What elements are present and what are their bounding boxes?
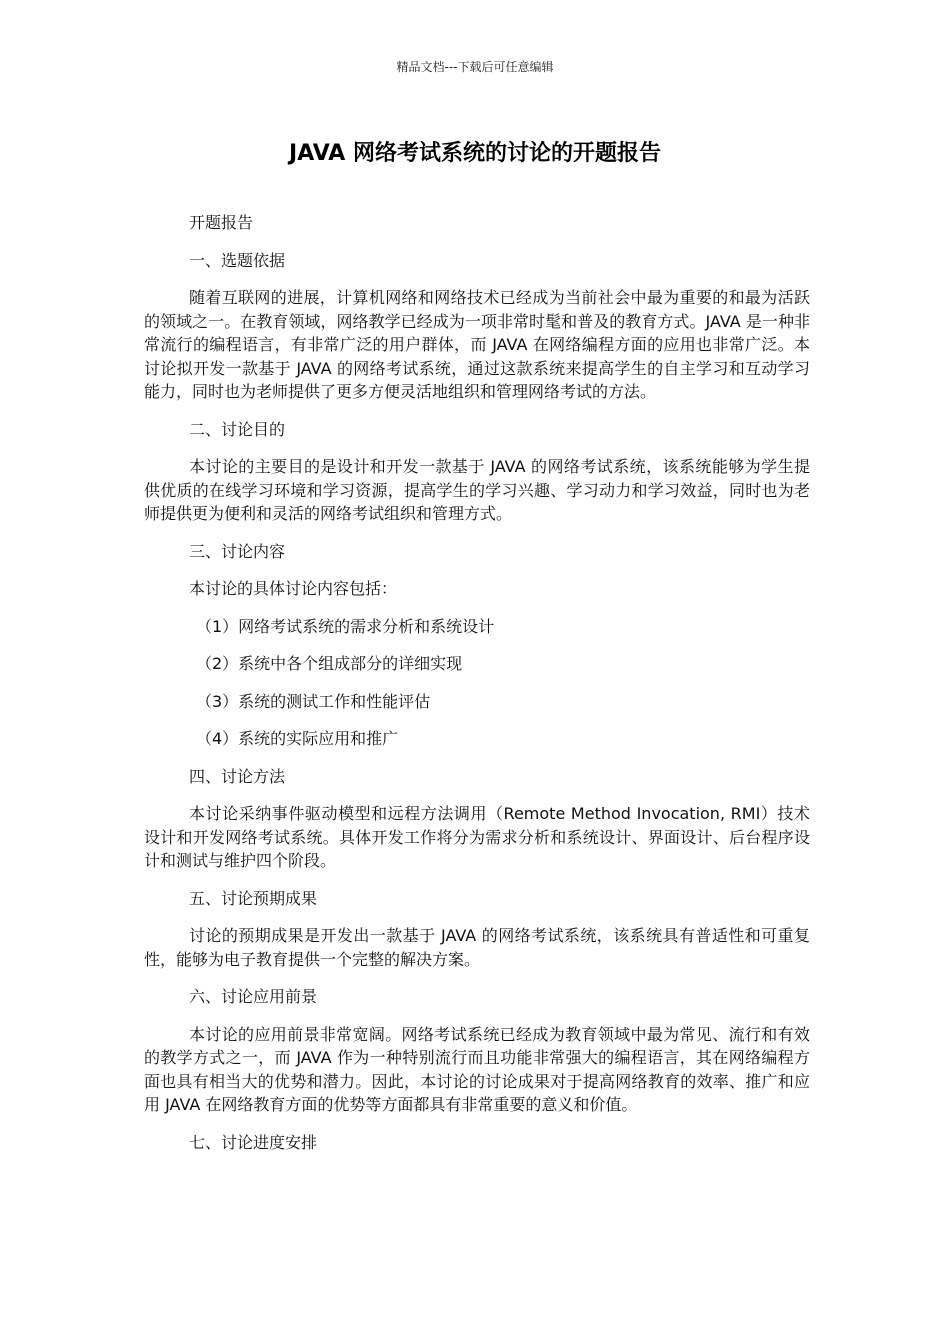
section-heading-7: 七、讨论进度安排 bbox=[189, 1132, 318, 1152]
list-item: （4）系统的实际应用和推广 bbox=[196, 729, 399, 748]
document-title: JAVA 网络考试系统的讨论的开题报告 bbox=[289, 141, 661, 166]
section-paragraph-6: 本讨论的应用前景非常宽阔。网络考试系统已经成为教育领域中最为常见、流行和有效的教学方式之一，而 JAVA 作为一种特别流行而且功能非常强大的编程语言，其在网络编程方面也具有相当大的优势和潜力。因此，本讨论的讨论成果对于提高网络教育的效率、推广和应用 JAVA 在网络教育方面的优势等方面都具有非常重要的意义和价值。 bbox=[144, 1024, 810, 1114]
section-heading-3: 三、讨论内容 bbox=[189, 541, 286, 561]
intro-label: 开题报告 bbox=[189, 213, 254, 232]
section-intro-3: 本讨论的具体讨论内容包括： bbox=[189, 579, 398, 598]
section-paragraph-4: 本讨论采纳事件驱动模型和远程方法调用（Remote Method Invocation, RMI）技术设计和开发网络考试系统。具体开发工作将分为需求分析和系统设计、界面设计、后台程序设计和测试与维护四个阶段。 bbox=[144, 804, 810, 870]
list-item: （1）网络考试系统的需求分析和系统设计 bbox=[196, 616, 495, 636]
section-paragraph-1: 随着互联网的进展，计算机网络和网络技术已经成为当前社会中最为重要的和最为活跃的领域之一。在教育领域，网络教学已经成为一项非常时髦和普及的教育方式。JAVA 是一种非常流行的编程语言，有非常广泛的用户群体，而 JAVA 在网络编程方面的应用也非常广泛。本讨论拟开发一款基于 JAVA 的网络考试系统，通过这款系统来提高学生的自主学习和互动学习能力，同时也为老师提供了更多方便灵活地组织和管理网络考试的方法。 bbox=[144, 288, 810, 401]
section-heading-2: 二、讨论目的 bbox=[189, 419, 286, 439]
document-body bbox=[144, 211, 810, 1168]
list-item: （3）系统的测试工作和性能评估 bbox=[196, 691, 431, 711]
section-heading-1: 一、选题依据 bbox=[189, 250, 286, 270]
section-paragraph-5: 讨论的预期成果是开发出一款基于 JAVA 的网络考试系统，该系统具有普适性和可重复性，能够为电子教育提供一个完整的解决方案。 bbox=[144, 926, 810, 969]
section-heading-4: 四、讨论方法 bbox=[189, 766, 286, 786]
section-heading-5: 五、讨论预期成果 bbox=[189, 888, 318, 908]
list-item: （2）系统中各个组成部分的详细实现 bbox=[196, 654, 463, 673]
section-paragraph-2: 本讨论的主要目的是设计和开发一款基于 JAVA 的网络考试系统，该系统能够为学生提供优质的在线学习环境和学习资源，提高学生的学习兴趣、学习动力和学习效益，同时也为老师提供更为便利和灵活的网络考试组织和管理方式。 bbox=[144, 457, 810, 523]
page-header: 精品文档---下载后可任意编辑 bbox=[396, 60, 554, 74]
section-heading-6: 六、讨论应用前景 bbox=[189, 987, 318, 1006]
